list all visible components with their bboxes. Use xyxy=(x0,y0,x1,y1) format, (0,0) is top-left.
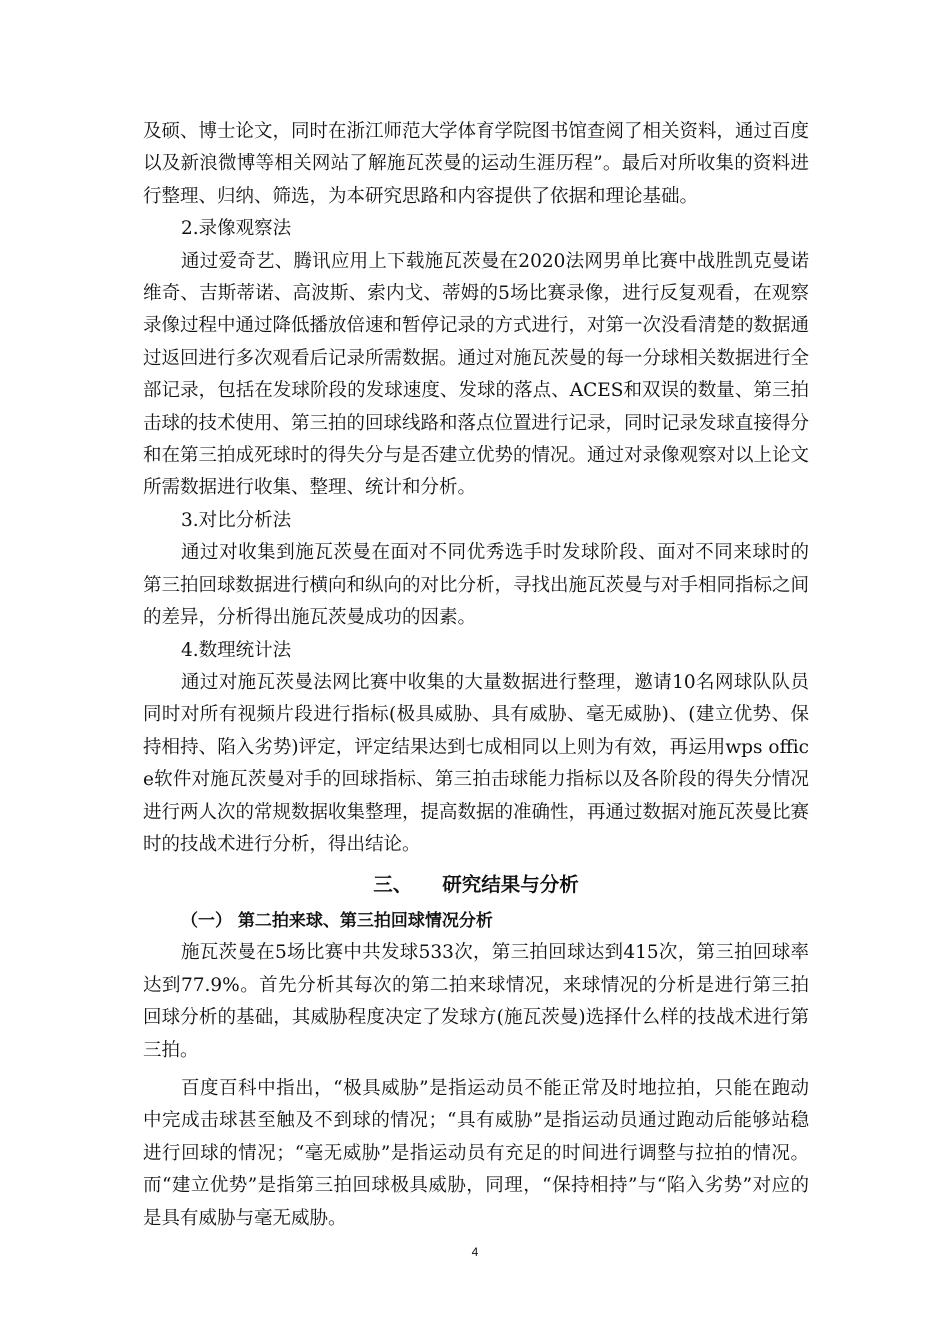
results-paragraph-1: 施瓦茨曼在5场比赛中共发球533次，第三拍回球达到415次，第三拍回球率达到77.9%。首先分析其每次的第二拍来球情况，来球情况的分析是进行第三拍回球分析的基础，其威胁程度决定了发球方(施瓦茨曼)选择什么样的技战术进行第三拍。 xyxy=(143,942,809,1061)
page-number: 4 xyxy=(471,1245,479,1259)
method-2-heading: 2.录像观察法 xyxy=(181,218,292,240)
intro-paragraph: 及硕、博士论文，同时在浙江师范大学体育学院图书馆查阅了相关资料，通过百度以及新浪微博等相关网站了解施瓦茨曼的运动生涯历程”。最后对所收集的资料进行整理、归纳、筛选，为本研究思路和内容提供了依据和理论基础。 xyxy=(143,121,810,207)
subsection-heading: （一） 第二拍来球、第三拍回球情况分析 xyxy=(181,911,493,932)
results-paragraph-2: 百度百科中指出，“极具威胁”是指运动员不能正常及时地拉拍，只能在跑动中完成击球甚至触及不到球的情况；“具有威胁”是指运动员通过跑动后能够站稳进行回球的情况；“毫无威胁”是指运动员有充足的时间进行调整与拉拍的情况。而“建立优势”是指第三拍回球极具威胁，同理，“保持相持”与“陷入劣势”对应的是具有威胁与毫无威胁。 xyxy=(143,1077,809,1229)
method-4-heading: 4.数理统计法 xyxy=(181,639,292,661)
page-content xyxy=(143,116,809,1235)
section-number: 三、 xyxy=(373,873,413,897)
section-heading xyxy=(143,867,809,903)
section-title: 研究结果与分析 xyxy=(442,873,579,897)
method-3-heading: 3.对比分析法 xyxy=(181,509,292,531)
method-2-paragraph: 通过爱奇艺、腾讯应用上下载施瓦茨曼在2020法网男单比赛中战胜凯克曼诺维奇、吉斯蒂诺、高波斯、索内戈、蒂姆的5场比赛录像，进行反复观看，在观察录像过程中通过降低播放倍速和暂停记录的方式进行，对第一次没看清楚的数据通过返回进行多次观看后记录所需数据。通过对施瓦茨曼的每一分球相关数据进行全部记录，包括在发球阶段的发球速度、发球的落点、ACES和双误的数量、第三拍击球的技术使用、第三拍的回球线路和落点位置进行记录，同时记录发球直接得分和在第三拍成死球时的得失分与是否建立优势的情况。通过对录像观察对以上论文所需数据进行收集、整理、统计和分析。 xyxy=(143,250,810,499)
method-3-paragraph: 通过对收集到施瓦茨曼在面对不同优秀选手时发球阶段、面对不同来球时的第三拍回球数据进行横向和纵向的对比分析，寻找出施瓦茨曼与对手相同指标之间的差异，分析得出施瓦茨曼成功的因素。 xyxy=(143,542,810,629)
method-4-paragraph: 通过对施瓦茨曼法网比赛中收集的大量数据进行整理，邀请10名网球队队员同时对所有视频片段进行指标(极具威胁、具有威胁、毫无威胁)、(建立优势、保持相持、陷入劣势)评定，评定结果达到七成相同以上则为有效，再运用wps office软件对施瓦茨曼对手的回球指标、第三拍击球能力指标以及各阶段的得失分情况进行两人次的常规数据收集整理，提高数据的准确性，再通过数据对施瓦茨曼比赛时的技战术进行分析，得出结论。 xyxy=(143,671,810,855)
